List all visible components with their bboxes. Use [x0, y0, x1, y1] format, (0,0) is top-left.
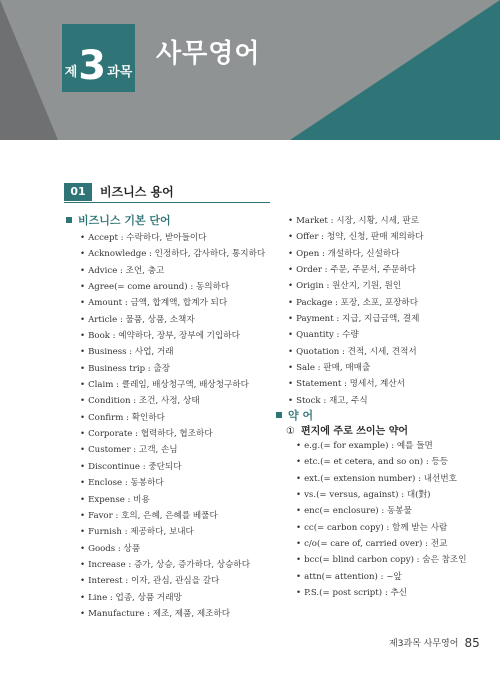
bullet-dot-icon: •: [288, 232, 294, 243]
abbreviations-heading: [276, 409, 313, 423]
list-item: [288, 327, 423, 343]
list-item: [80, 263, 265, 279]
list-item-text: Manufacture : 제조, 제품, 제조하다: [88, 608, 231, 619]
list-item: [80, 230, 265, 246]
basic-terms-list-left: [80, 230, 265, 622]
list-item-text: Business : 사업, 거래: [88, 347, 174, 358]
list-item: [288, 344, 423, 360]
bullet-dot-icon: •: [80, 396, 86, 407]
bullet-dot-icon: •: [80, 592, 86, 603]
list-item: [80, 492, 265, 508]
list-item: [296, 471, 467, 487]
basic-terms-heading: [66, 214, 171, 228]
bullet-dot-icon: •: [80, 412, 86, 423]
list-item-text: etc.(= et cetera, and so on) : 등등: [304, 457, 449, 468]
list-item-text: Article : 물품, 상품, 소책자: [88, 314, 195, 325]
bullet-dot-icon: •: [288, 379, 294, 390]
square-bullet-icon: [66, 217, 72, 223]
list-item-text: Interest : 이자, 관심, 관심을 갈다: [88, 576, 220, 587]
bullet-dot-icon: •: [288, 363, 294, 374]
list-item: [288, 295, 423, 311]
list-item-text: Enclose : 동봉하다: [88, 478, 164, 489]
bullet-dot-icon: •: [80, 249, 86, 260]
bullet-dot-icon: •: [80, 461, 86, 472]
footer-label: 제3과목 사무영어: [389, 639, 459, 649]
list-item: [296, 454, 467, 470]
list-item: [80, 442, 265, 458]
list-item: [296, 536, 467, 552]
list-item: [288, 229, 423, 245]
basic-terms-list-right: [288, 213, 423, 409]
abbreviations-list: [296, 438, 467, 601]
bullet-dot-icon: •: [80, 608, 86, 619]
bullet-dot-icon: •: [288, 265, 294, 276]
list-item-text: attn(= attention) : ~앞: [304, 571, 402, 582]
list-item: [296, 552, 467, 568]
list-item: [296, 520, 467, 536]
list-item-text: Payment : 지급, 지급금액, 결제: [296, 314, 420, 325]
bullet-dot-icon: •: [296, 490, 302, 501]
list-item: [80, 573, 265, 589]
bullet-dot-icon: •: [288, 314, 294, 325]
letter-abbreviations-subheading: [286, 425, 408, 439]
list-item: [80, 410, 265, 426]
list-item-text: vs.(= versus, against) : 대(對): [304, 490, 431, 501]
bullet-dot-icon: •: [296, 506, 302, 517]
list-item: [80, 590, 265, 606]
section-number: 01: [64, 183, 92, 201]
list-item: [80, 377, 265, 393]
bullet-dot-icon: •: [80, 559, 86, 570]
list-item: [80, 557, 265, 573]
bullet-dot-icon: •: [80, 494, 86, 505]
list-item: [296, 438, 467, 454]
circled-number-one: ①: [286, 426, 295, 437]
list-item: [80, 541, 265, 557]
list-item: [288, 376, 423, 392]
bullet-dot-icon: •: [288, 216, 294, 226]
list-item: [80, 328, 265, 344]
bullet-dot-icon: •: [80, 543, 86, 554]
page-number: 85: [464, 636, 480, 650]
list-item: [80, 459, 265, 475]
list-item-text: Amount : 금액, 합계액, 합계가 되다: [88, 298, 228, 309]
list-item-text: Confirm : 확인하다: [88, 412, 165, 423]
list-item-text: bcc(= blind carbon copy) : 숨은 참조인: [304, 555, 467, 566]
list-item-text: enc(= enclosure) : 동봉물: [304, 506, 412, 517]
list-item: [288, 311, 423, 327]
bullet-dot-icon: •: [80, 478, 86, 489]
list-item-text: Business trip : 출장: [88, 363, 171, 374]
list-item-text: Open : 개설하다, 신설하다: [296, 248, 400, 259]
bullet-dot-icon: •: [296, 522, 302, 533]
bullet-dot-icon: •: [288, 395, 294, 406]
list-item-text: Expense : 비용: [88, 494, 150, 505]
basic-terms-title: 비즈니스 기본 단어: [78, 214, 171, 227]
bullet-dot-icon: •: [288, 346, 294, 357]
header-decoration-left: [0, 0, 58, 140]
list-item-text: Quotation : 견적, 시세, 견적서: [296, 346, 417, 357]
list-item-text: Stock : 재고, 주식: [296, 395, 368, 406]
list-item-text: Advice : 조언, 충고: [88, 265, 165, 276]
list-item: [80, 606, 265, 622]
list-item: [296, 503, 467, 519]
header-decoration-right: [290, 0, 500, 140]
bullet-dot-icon: •: [80, 298, 86, 309]
list-item: [296, 569, 467, 585]
list-item-text: c/o(= care of, carried over) : 전교: [304, 539, 448, 550]
list-item-text: P.S.(= post script) : 추신: [304, 588, 408, 599]
list-item: [288, 278, 423, 294]
list-item-text: Market : 시장, 시황, 시세, 판로: [296, 216, 420, 226]
bullet-dot-icon: •: [288, 330, 294, 341]
bullet-dot-icon: •: [288, 281, 294, 292]
bullet-dot-icon: •: [80, 380, 86, 391]
list-item: [288, 393, 423, 409]
bullet-dot-icon: •: [288, 248, 294, 259]
section-heading: [64, 183, 270, 203]
bullet-dot-icon: •: [80, 445, 86, 456]
list-item-text: Package : 포장, 소포, 포장하다: [296, 297, 419, 308]
bullet-dot-icon: •: [296, 571, 302, 582]
chapter-header: [0, 0, 500, 140]
list-item: [80, 279, 265, 295]
bullet-dot-icon: •: [80, 347, 86, 358]
list-item-text: Acknowledge : 인정하다, 감사하다, 통지하다: [88, 249, 266, 260]
list-item-text: Line : 업종, 상품 거래망: [88, 592, 182, 603]
bullet-dot-icon: •: [80, 576, 86, 587]
section-title: 비즈니스 용어: [100, 185, 174, 199]
list-item: [80, 475, 265, 491]
list-item: [80, 426, 265, 442]
list-item-text: Discontinue : 중단되다: [88, 461, 182, 472]
bullet-dot-icon: •: [80, 265, 86, 276]
list-item: [296, 585, 467, 601]
list-item-text: Corporate : 협력하다, 협조하다: [88, 429, 213, 440]
list-item: [296, 487, 467, 503]
list-item-text: Furnish : 제공하다, 보내다: [88, 527, 194, 538]
list-item-text: Agree(= come around) : 동의하다: [88, 282, 230, 293]
chapter-title: 사무영어: [156, 39, 261, 69]
abbreviations-title: 약 어: [288, 409, 314, 422]
list-item-text: Statement : 명세서, 계산서: [296, 379, 405, 390]
list-item-text: ext.(= extension number) : 내선번호: [304, 473, 457, 484]
list-item-text: Condition : 조건, 사정, 상태: [88, 396, 200, 407]
list-item-text: Origin : 원산지, 기원, 원인: [296, 281, 402, 292]
letter-abbreviations-title: 편지에 주로 쓰이는 약어: [300, 426, 409, 437]
chapter-suffix: 과목: [107, 65, 133, 80]
list-item-text: Sale : 판매, 매매출: [296, 363, 371, 374]
chapter-badge: [62, 24, 135, 92]
page-footer: [389, 635, 480, 652]
list-item: [80, 524, 265, 540]
list-item-text: Quantity : 수량: [296, 330, 359, 341]
bullet-dot-icon: •: [296, 588, 302, 599]
list-item-text: Order : 주문, 주문서, 주문하다: [296, 265, 416, 276]
list-item: [80, 344, 265, 360]
list-item-text: e.g.(= for example) : 예를 들면: [304, 441, 433, 451]
list-item: [80, 312, 265, 328]
list-item-text: Book : 예약하다, 장부, 장부에 기입하다: [88, 331, 240, 342]
bullet-dot-icon: •: [296, 457, 302, 468]
list-item-text: Goods : 상품: [88, 543, 141, 554]
chapter-prefix: 제: [64, 65, 78, 80]
list-item-text: Claim : 클레임, 배상청구액, 배상청구하다: [88, 380, 249, 391]
list-item: [80, 361, 265, 377]
list-item-text: Accept : 수락하다, 받아들이다: [88, 233, 207, 243]
bullet-dot-icon: •: [80, 429, 86, 440]
bullet-dot-icon: •: [296, 539, 302, 550]
bullet-dot-icon: •: [80, 510, 86, 521]
list-item: [288, 213, 423, 229]
bullet-dot-icon: •: [296, 555, 302, 566]
list-item-text: Favor : 호의, 은혜, 은혜를 베풀다: [88, 510, 218, 521]
chapter-number: 3: [78, 43, 107, 89]
bullet-dot-icon: •: [296, 473, 302, 484]
bullet-dot-icon: •: [80, 233, 86, 243]
bullet-dot-icon: •: [296, 441, 302, 451]
section-underline: [64, 202, 270, 203]
bullet-dot-icon: •: [80, 282, 86, 293]
bullet-dot-icon: •: [288, 297, 294, 308]
list-item: [80, 508, 265, 524]
list-item-text: cc(= carbon copy) : 함께 받는 사람: [304, 522, 448, 533]
list-item: [288, 360, 423, 376]
list-item: [288, 262, 423, 278]
list-item-text: Offer : 청약, 신청, 판매 제의하다: [296, 232, 424, 243]
list-item: [80, 295, 265, 311]
list-item: [80, 393, 265, 409]
bullet-dot-icon: •: [80, 314, 86, 325]
list-item: [80, 246, 265, 262]
square-bullet-icon: [276, 412, 282, 418]
bullet-dot-icon: •: [80, 527, 86, 538]
bullet-dot-icon: •: [80, 363, 86, 374]
bullet-dot-icon: •: [80, 331, 86, 342]
list-item: [288, 246, 423, 262]
list-item-text: Increase : 증가, 상승, 증가하다, 상승하다: [88, 559, 251, 570]
list-item-text: Customer : 고객, 손님: [88, 445, 178, 456]
